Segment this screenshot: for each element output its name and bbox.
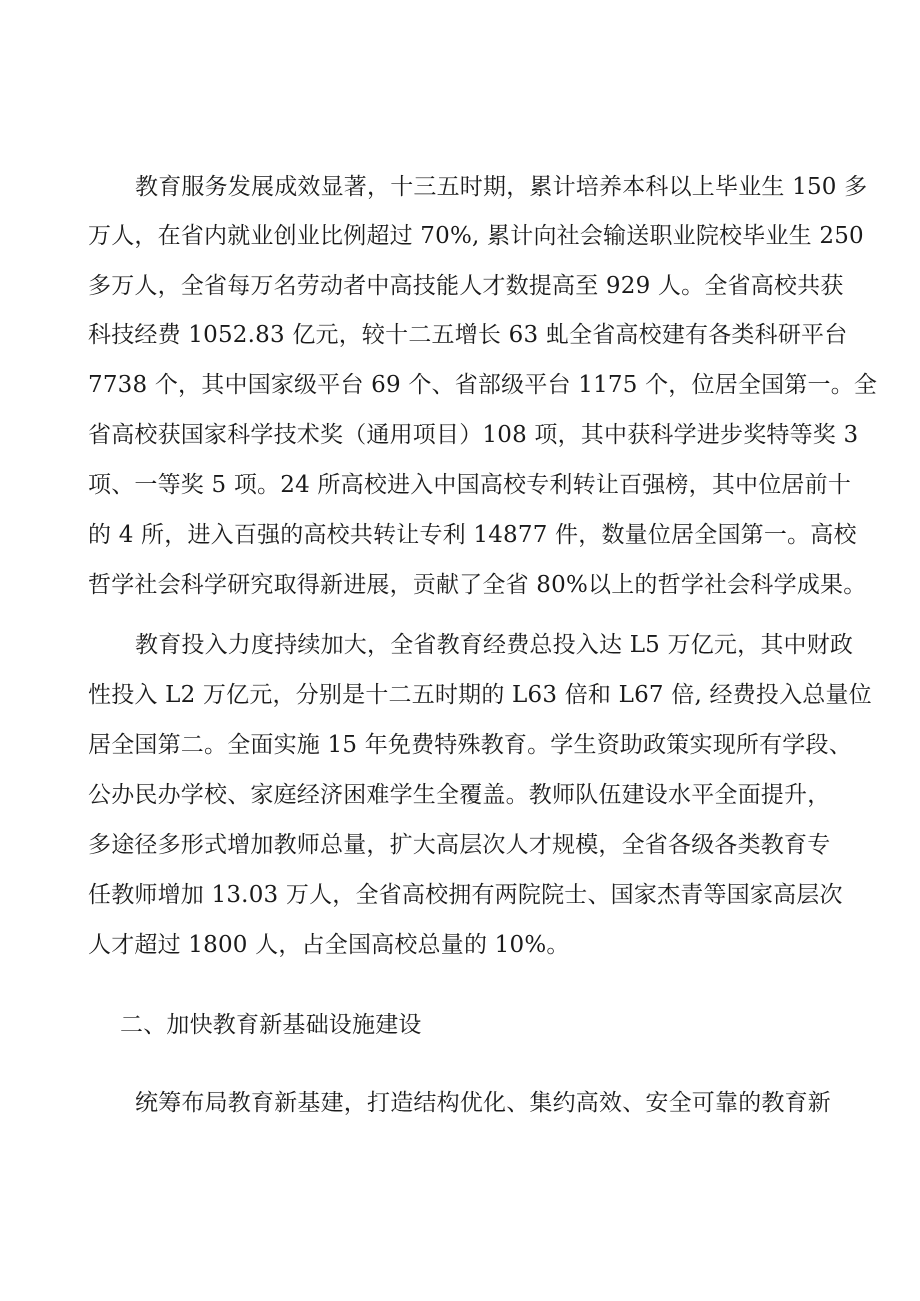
paragraph-line: 公办民办学校、家庭经济困难学生全覆盖。教师队伍建设水平全面提升， (88, 782, 831, 808)
paragraph-line: 7738 个，其中国家级平台 69 个、省部级平台 1175 个，位居全国第一。全 (88, 372, 878, 398)
paragraph-line: 教育服务发展成效显著，十三五时期，累计培养本科以上毕业生 150 多 (135, 174, 868, 200)
paragraph-line: 项、一等奖 5 项。24 所高校进入中国高校专利转让百强榜，其中位居前十 (88, 472, 852, 498)
paragraph-line: 的 4 所，进入百强的高校共转让专利 14877 件，数量位居全国第一。高校 (88, 522, 857, 548)
paragraph-line: 多万人，全省每万名劳动者中高技能人才数提高至 929 人。全省高校共获 (88, 273, 844, 299)
section-heading: 二、加快教育新基础设施建设 (120, 1012, 422, 1038)
paragraph-line: 性投入 L2 万亿元，分别是十二五时期的 L63 倍和 L67 倍, 经费投入总量位 (88, 682, 872, 708)
paragraph-line: 人才超过 1800 人，占全国高校总量的 10%。 (88, 932, 570, 958)
paragraph-line: 多途径多形式增加教师总量，扩大高层次人才规模，全省各级各类教育专 (88, 832, 831, 858)
paragraph-line: 科技经费 1052.83 亿元，较十二五增长 63 虬全省高校建有各类科研平台 (88, 322, 848, 348)
paragraph-line: 教育投入力度持续加大，全省教育经费总投入达 L5 万亿元，其中财政 (135, 632, 854, 658)
paragraph-line: 统筹布局教育新基建，打造结构优化、集约高效、安全可靠的教育新 (135, 1090, 831, 1116)
paragraph-line: 居全国第二。全面实施 15 年免费特殊教育。学生资助政策实现所有学段、 (88, 732, 852, 758)
paragraph-line: 省高校获国家科学技术奖（通用项目）108 项，其中获科学进步奖特等奖 3 (88, 422, 859, 448)
paragraph-line: 哲学社会科学研究取得新进展，贡献了全省 80%以上的哲学社会科学成果。 (88, 572, 867, 598)
paragraph-line: 任教师增加 13.03 万人，全省高校拥有两院院士、国家杰青等国家高层次 (88, 882, 843, 908)
paragraph-line: 万人，在省内就业创业比例超过 70%, 累计向社会输送职业院校毕业生 250 (88, 223, 864, 249)
